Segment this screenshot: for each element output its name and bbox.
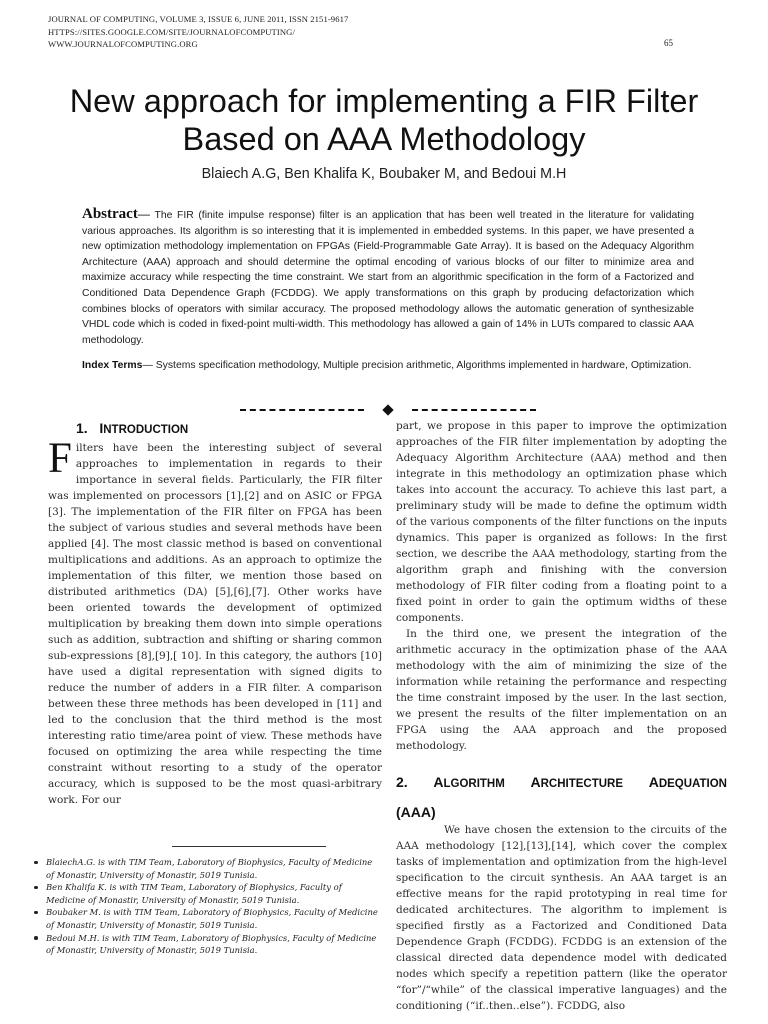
- title-line-2: Based on AAA Methodology: [182, 121, 586, 157]
- affiliation-item: BlaiechA.G. is with TIM Team, Laboratory of Biophysics, Faculty of Medicine of Monastir, University of Monastir, 5019 Tunisia.: [30, 856, 380, 881]
- separator-dashes-right: [412, 409, 536, 411]
- section-heading-line-2: (AAA): [396, 804, 436, 820]
- paper-title: [0, 82, 768, 158]
- index-terms-text: Systems specification methodology, Multiple precision arithmetic, Algorithms implemented in hardware, Optimization.: [155, 360, 692, 371]
- aaa-body: [396, 822, 727, 1014]
- index-terms-dash: —: [142, 360, 156, 371]
- footnote-rule: [172, 846, 326, 847]
- section-heading-aaa: 2. ALGORITHM ARCHITECTURE ADEQUATION (AAA): [396, 768, 727, 826]
- abstract-text: The FIR (finite impulse response) filter is an application that has been well treated in the literature for validating various approaches. Its algorithm is so interesting that it is implemented in embedded systems. In this paper, we have presented a new optimization methodology implementation on FPGAs (Field-Programmable Gate Array). It is based on the Adequacy Algorithm Architecture (AAA) approach and should determine the optimal encoding of various blocks of our filter to minimize area and maximize accuracy while respecting the time constraint. We start from an algorithmic specification in the form of a Factorized and Conditioned Data Dependence Graph (FCDDG). We apply transformations on this graph by producing defactorization which combines blocks of operators with similar accuracy. The proposed methodology allows the automatic generation of synthesizable VHDL code which is coded in fixed-point multi-width. This methodology has allowed a gain of 14% in LUTs compared to classic AAA methodology.: [82, 210, 694, 346]
- page-number: 65: [664, 38, 673, 48]
- section-separator: [240, 402, 536, 418]
- abstract-dash: —: [137, 207, 155, 221]
- title-line-1: New approach for implementing a FIR Filter: [69, 83, 699, 119]
- affiliation-item: Ben Khalifa K. is with TIM Team, Laboratory of Biophysics, Faculty of Medicine of Monastir, University of Monastir, 5019 Tunisia.: [30, 881, 380, 906]
- section-number: 2.: [396, 774, 408, 790]
- affiliation-item: Bedoui M.H. is with TIM Team, Laboratory of Biophysics, Faculty of Medicine of Monastir, University of Monastir, 5019 Tunisia.: [30, 932, 380, 957]
- separator-dashes-left: [240, 409, 364, 411]
- introduction-body-left: [48, 435, 382, 808]
- index-terms: [82, 358, 694, 374]
- running-header: [48, 13, 348, 51]
- diamond-icon: [382, 404, 393, 415]
- intro-paragraph-2: In the third one, we present the integration of the arithmetic accuracy in the optimization phase of the AAA methodology with the aim of minimizing the size of the information while retaining the performance and respecting the time constraint imposed by the user. In the last section, we present the results of the filter implementation on an FPGA using the AAA approach and the proposed methodology.: [396, 628, 727, 752]
- drop-cap: F: [48, 435, 72, 482]
- author-affiliations: [30, 856, 380, 957]
- intro-paragraph-1-continued: part, we propose in this paper to improve the optimization approaches of the FIR filter implementation by adopting the Adequacy Algorithm Architecture (AAA) method and then integrate in this methodology an optimization phase which takes into account the accuracy. To achieve this last part, a preliminary study will be made to define the optimum width of the various components of the filter functions on the inputs dynamics. This paper is organized as follows: In the first section, we describe the AAA methodology, starting from the algorithm graph and finishing with the conversion methodology of FIR filter coding from a floating point to a fixed point in order to gain the optimum widths of these components.: [396, 420, 727, 624]
- journal-url: HTTPS://SITES.GOOGLE.COM/SITE/JOURNALOFCOMPUTING/: [48, 26, 295, 37]
- journal-site: WWW.JOURNALOFCOMPUTING.ORG: [48, 39, 198, 49]
- section-heading-introduction: 1. INTRODUCTION: [76, 420, 189, 436]
- introduction-body-right: [396, 418, 727, 754]
- index-terms-label: Index Terms: [82, 360, 143, 371]
- abstract-label: Abstract: [82, 206, 138, 222]
- journal-line: JOURNAL OF COMPUTING, VOLUME 3, ISSUE 6, JUNE 2011, ISSN 2151-9617: [48, 14, 349, 24]
- aaa-paragraph-1: We have chosen the extension to the circuits of the AAA methodology [12],[13],[14], which cover the complex tasks of implementation and optimization from the high-level specification to the circuit synthesis. An AAA target is an effective means for the rapid prototyping in real time for dedicated architectures. The algorithm to implement is specified firstly as a Factorized and Conditioned Data Dependence Graph (FCDDG). FCDDG is an extension of the classical directed data dependence model with dedicated nodes which specify a repetition pattern (like the operator “for”/“while” of the classical imperative languages) and the conditioning (“if..then..else”). FCDDG, also: [396, 824, 727, 1012]
- affiliation-item: Boubaker M. is with TIM Team, Laboratory of Biophysics, Faculty of Medicine of Monastir, University of Monastir, 5019 Tunisia.: [30, 906, 380, 931]
- author-list: Blaiech A.G, Ben Khalifa K, Boubaker M, and Bedoui M.H: [201, 166, 567, 182]
- abstract: [82, 207, 694, 348]
- section-number: 1.: [76, 420, 88, 436]
- intro-paragraph-1: Filters have been the interesting subject of several approaches to implementation in regards to their importance in several fields. Particularly, the FIR filter was implemented on processors [1],[2] and on ASIC or FPGA [3]. The implementation of the FIR filter on FPGA has been the subject of various studies and several methods have been applied [4]. The most classic method is based on conventional multiplications and additions. As an approach to optimize the implementation of this filter, we mention those based on distributed arithmetics (DA) [5],[6],[7]. Other works have been oriented towards the development of optimized multiplication by breaking them down into simple operations such as addition, subtraction and shifting or sharing common sub-expressions [8],[9],[ 10]. In this category, the authors [10] have used a digital representation with signed digits to reduce the number of adders in a FIR filter. A comparison between these three methods has been developed in [11] and led to the conclusion that the third method is the most interesting ratio time/area point of view. These methods have focused on optimizing the area while respecting the time constraint without resorting to a study of the operator accuracy, which is supposed to be the most quasi-arbitrary work. For our: [48, 435, 382, 806]
